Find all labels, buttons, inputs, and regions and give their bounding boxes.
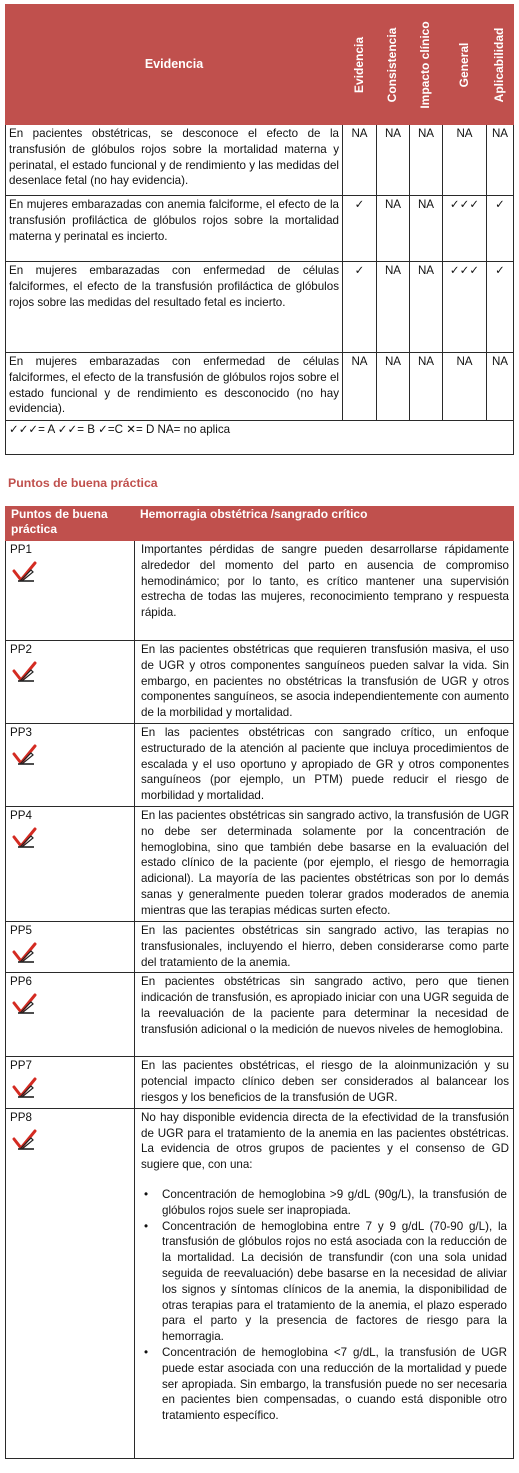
practice-row: [6, 921, 514, 972]
practice-id-cell: [6, 541, 135, 641]
practice-text: En pacientes obstétricas sin sangrado activo, pero que tienen indicación de transfusión, es apropiado iniciar con una UGR seguida de la reevaluación de la paciente para determinar la necesidad de transfusión adicional o la medición de nuevos niveles de hemoglobina.: [135, 973, 514, 1057]
checkmark-pencil-icon: [12, 992, 38, 1016]
practice-id-cell: [6, 806, 135, 921]
practice-header-right: Hemorragia obstétrica /sangrado crítico: [135, 507, 514, 541]
practice-id-cell: [6, 1108, 135, 1458]
practice-id-cell: [6, 641, 135, 724]
checkmark-pencil-icon: [12, 660, 38, 684]
applicability-grade: ✓: [487, 262, 514, 353]
applicability-grade: NA: [487, 353, 514, 421]
checkmark-pencil-icon: [12, 1076, 38, 1100]
evidence-statement: En mujeres embarazadas con anemia falciforme, el efecto de la transfusión profiláctica de glóbulos rojos sobre la mortalidad materna y perinatal es incierto.: [6, 196, 343, 262]
evidence-header-general: General: [443, 5, 487, 125]
practice-row: [6, 541, 514, 641]
evidence-header-evidencia: Evidencia: [343, 5, 377, 125]
practice-text-block: [135, 1108, 514, 1458]
evidence-table: [5, 4, 514, 455]
practice-row: [6, 806, 514, 921]
impact-grade: NA: [410, 125, 443, 196]
consistency-grade: NA: [377, 262, 410, 353]
practice-table: [5, 506, 514, 1459]
practice-header-row: [6, 507, 514, 541]
practice-row: [6, 1057, 514, 1108]
practice-bullet-list: [141, 1187, 509, 1424]
consistency-grade: NA: [377, 125, 410, 196]
evidence-header-aplicabilidad: Aplicabilidad: [487, 5, 514, 125]
general-grade: ✓✓✓: [443, 196, 487, 262]
practice-id-cell: [6, 723, 135, 806]
practice-row: [6, 1108, 514, 1458]
general-grade: ✓✓✓: [443, 262, 487, 353]
practice-id-cell: [6, 973, 135, 1057]
evidence-statement: En mujeres embarazadas con enfermedad de células falciformes, el efecto de la transfusión de glóbulos rojos sobre el estado funcional y de rendimiento es desconocido (no hay evidencia).: [6, 353, 343, 421]
practice-code: PP7: [10, 1059, 32, 1073]
evidence-row: [6, 125, 514, 196]
general-grade: NA: [443, 125, 487, 196]
general-grade: NA: [443, 353, 487, 421]
evidence-grade: ✓: [343, 262, 377, 353]
practice-id-cell: [6, 1057, 135, 1108]
evidence-legend-row: [6, 421, 514, 455]
impact-grade: NA: [410, 353, 443, 421]
practice-text: Importantes pérdidas de sangre pueden desarrollarse rápidamente alrededor del momento del parto en ausencia de compromiso hemodinámico; por lo tanto, es crítico mantener una supervisión estrecha de todas las mujeres, reconocimiento temprano y respuesta rápida.: [135, 541, 514, 641]
evidence-legend: ✓✓✓= A ✓✓= B ✓=C ✕= D NA= no aplica: [6, 421, 514, 455]
practice-row: [6, 973, 514, 1057]
evidence-grade: NA: [343, 353, 377, 421]
practice-text: No hay disponible evidencia directa de la efectividad de la transfusión de UGR para el tratamiento de la anemia en las pacientes obstétricas. La evidencia de otros grupos de pacientes y el consenso de GD sugiere que, con una:: [141, 1110, 509, 1172]
practice-code: PP6: [10, 975, 32, 989]
evidence-grade: ✓: [343, 196, 377, 262]
evidence-header-consistencia: Consistencia: [377, 5, 410, 125]
checkmark-pencil-icon: [12, 1128, 38, 1152]
checkmark-pencil-icon: [12, 560, 38, 584]
applicability-grade: NA: [487, 125, 514, 196]
evidence-header-row: [6, 5, 514, 125]
applicability-grade: ✓: [487, 196, 514, 262]
evidence-header-impacto: Impacto clínico: [410, 5, 443, 125]
practice-code: PP3: [10, 725, 32, 739]
practice-bullet: • Concentración de hemoglobina <7 g/dL, la transfusión de UGR puede estar asociada con una reducción de la mortalidad y puede ser apropiada. Sin embargo, la transfusión puede no ser necesaria en pacientes bien compensadas, o cuando está disponible otro tratamiento específico.: [141, 1345, 507, 1424]
practice-code: PP2: [10, 643, 32, 656]
checkmark-pencil-icon: [12, 826, 38, 850]
impact-grade: NA: [410, 262, 443, 353]
consistency-grade: NA: [377, 353, 410, 421]
practice-header-left: Puntos de buena práctica: [6, 507, 135, 541]
checkmark-pencil-icon: [12, 743, 38, 767]
practice-bullet: • Concentración de hemoglobina entre 7 y 9 g/dL (70-90 g/L), la transfusión de glóbulos rojos no está asociada con la reducción de la mortalidad. La decisión de transfundir (con una sola unidad seguida de reevaluación) debe basarse en la necesidad de aliviar los signos y síntomas clínicos de la anemia, la disponibilidad de otras terapias para el tratamiento de la anemia, el plazo esperado para el parto y la presencia de factores de riesgo para la hemorragia.: [141, 1219, 507, 1345]
section-title: Puntos de buena práctica: [8, 476, 158, 490]
practice-code: PP4: [10, 808, 32, 822]
evidence-row: [6, 353, 514, 421]
impact-grade: NA: [410, 196, 443, 262]
practice-row: [6, 641, 514, 724]
practice-text: En las pacientes obstétricas con sangrado crítico, un enfoque estructurado de la atención al paciente que incluya procedimientos de escalada y el uso oportuno y apropiado de GR y otros componentes sanguíneos (por ejemplo, un PTM) puede reducir el riesgo de morbilidad y mortalidad.: [135, 723, 514, 806]
practice-text: En las pacientes obstétricas que requieren transfusión masiva, el uso de UGR y otros componentes sanguíneos pueden salvar la vida. Sin embargo, en pacientes no obstétricas la transfusión de UGR y otros componentes sanguíneos, se asocia independientemente con aumento de la morbilidad y mortalidad.: [135, 641, 514, 724]
practice-text: En las pacientes obstétricas, el riesgo de la aloinmunización y su potencial impacto clínico deben ser considerados al balancear los riesgos y los beneficios de la transfusión de UGR.: [135, 1057, 514, 1108]
evidence-row: [6, 262, 514, 353]
practice-id-cell: [6, 921, 135, 972]
evidence-grade: NA: [343, 125, 377, 196]
evidence-statement: En mujeres embarazadas con enfermedad de células falciformes, el efecto de la transfusión profiláctica de glóbulos rojos sobre las medidas del resultado fetal es incierto.: [6, 262, 343, 353]
evidence-header-main: Evidencia: [6, 5, 343, 125]
evidence-row: [6, 196, 514, 262]
practice-code: PP5: [10, 923, 32, 937]
practice-text: En las pacientes obstétricas sin sangrado activo, las terapias no transfusionales, incluyendo el hierro, deben considerarse como parte del tratamiento de la anemia.: [135, 921, 514, 972]
practice-code: PP1: [10, 543, 32, 556]
checkmark-pencil-icon: [12, 941, 38, 965]
practice-text: En las pacientes obstétricas sin sangrado activo, la transfusión de UGR no debe ser determinada solamente por la concentración de hemoglobina, sino que también debe basarse en la evaluación del estado clínico de la paciente (por ejemplo, el riesgo de hemorragia adicional). La mayoría de las pacientes obstétricas son por lo demás sanas y generalmente pueden tolerar grados moderados de anemia mientras que las terapias médicas surten efecto.: [135, 806, 514, 921]
evidence-statement: En pacientes obstétricas, se desconoce el efecto de la transfusión de glóbulos rojos sobre la mortalidad materna y perinatal, el estado funcional y de rendimiento y las medidas del desenlace fetal (no hay evidencia).: [6, 125, 343, 196]
practice-row: [6, 723, 514, 806]
practice-code: PP8: [10, 1110, 32, 1124]
consistency-grade: NA: [377, 196, 410, 262]
practice-bullet: • Concentración de hemoglobina >9 g/dL (90g/L), la transfusión de glóbulos rojos suele ser inapropiada.: [141, 1187, 507, 1219]
